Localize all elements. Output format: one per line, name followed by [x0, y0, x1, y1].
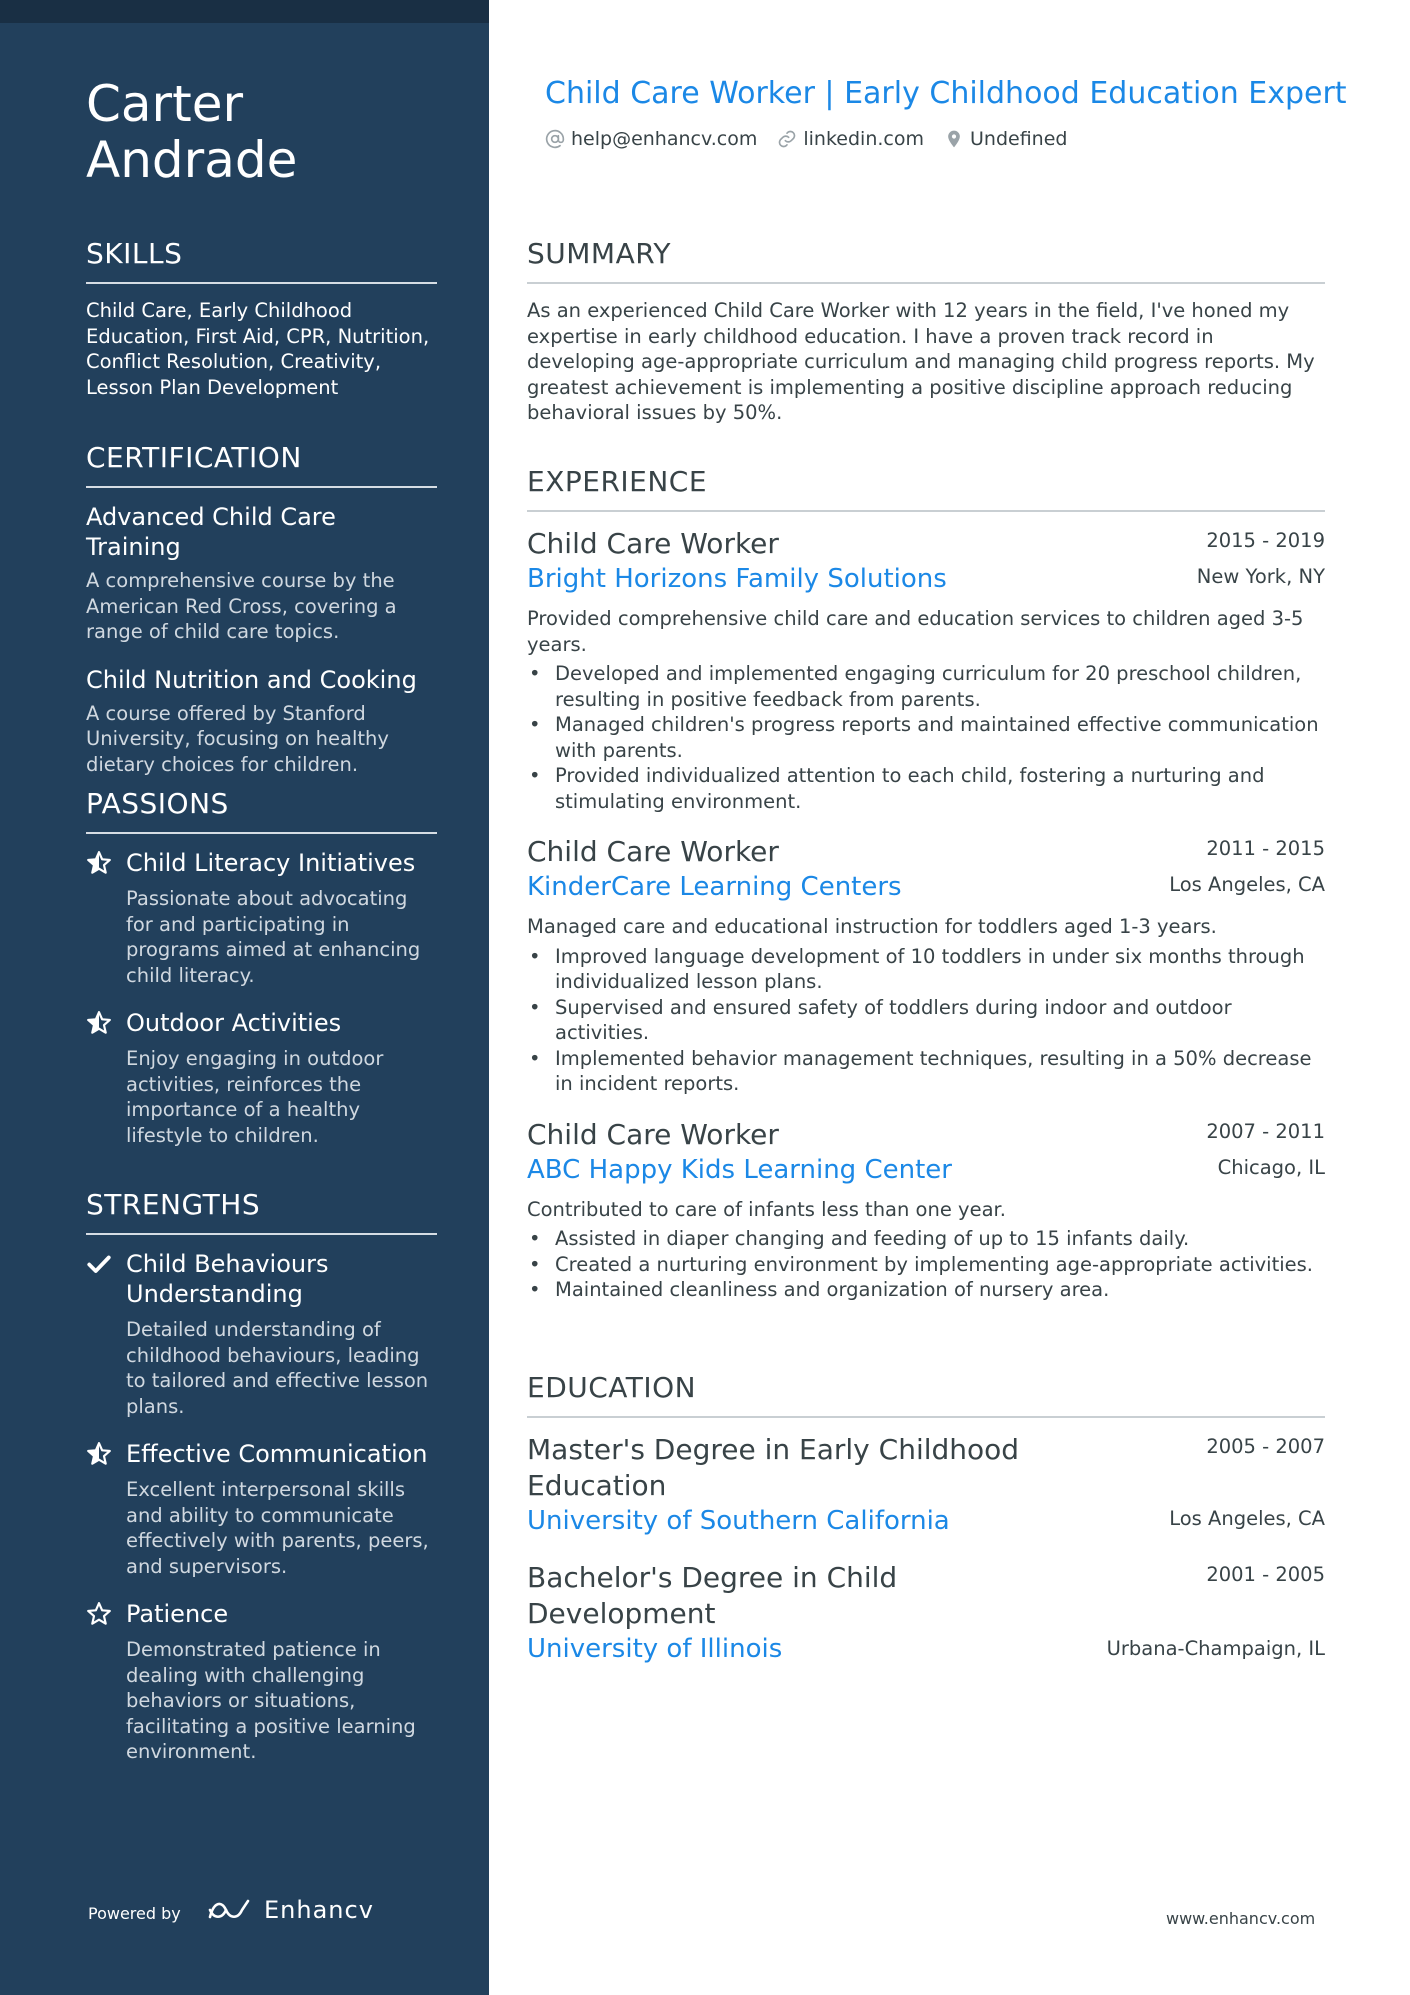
- checkmark-icon: [86, 1251, 112, 1277]
- job-company: KinderCare Learning Centers: [527, 872, 902, 902]
- strength-item-title: Effective Communication: [126, 1440, 428, 1468]
- skills-text: Child Care, Early Childhood Education, First Aid, CPR, Nutrition, Conflict Resolution, Creativity, Lesson Plan Development: [86, 299, 430, 399]
- certification-item-title: Child Nutrition and Cooking: [86, 665, 417, 694]
- passion-item-title: Child Literacy Initiatives: [126, 849, 416, 877]
- enhancv-brand[interactable]: [206, 1896, 374, 1924]
- contact-email[interactable]: [545, 128, 757, 150]
- job-title: Child Care Worker: [527, 527, 779, 560]
- contact-location: [944, 128, 1067, 150]
- passion-item: [86, 1008, 437, 1148]
- passions-section: [86, 786, 437, 1168]
- star-outline-icon: [86, 1601, 112, 1627]
- contact-bar: [545, 128, 1067, 150]
- job-bullet: • Improved language development of 10 toddlers in under six months through individualized lesson plans.: [527, 944, 1325, 995]
- job-bullet: • Provided individualized attention to each child, fostering a nurturing and stimulating environment.: [527, 763, 1325, 814]
- job-bullet: • Managed children's progress reports and maintained effective communication with parents.: [527, 712, 1325, 763]
- education-item: [527, 1432, 1325, 1538]
- strength-item-title: Patience: [126, 1600, 229, 1628]
- school-name: University of Illinois: [527, 1634, 783, 1664]
- certification-item: [86, 502, 437, 645]
- job-dates: 2007 - 2011: [1206, 1119, 1325, 1143]
- summary-title: SUMMARY: [527, 236, 1325, 284]
- job-bullet: • Developed and implemented engaging curriculum for 20 preschool children, resulting in positive feedback from parents.: [527, 661, 1325, 712]
- experience-title: EXPERIENCE: [527, 464, 1325, 512]
- job-description: Provided comprehensive child care and education services to children aged 3-5 years.: [527, 607, 1304, 656]
- job-title: Child Care Worker: [527, 835, 779, 868]
- job-dates: 2015 - 2019: [1206, 529, 1325, 552]
- strength-item-desc: Detailed understanding of childhood behaviours, leading to tailored and effective lesson plans.: [126, 1318, 429, 1418]
- job-description: Contributed to care of infants less than one year.: [527, 1197, 1006, 1221]
- job-bullets: [527, 1226, 1325, 1303]
- experience-item: [527, 1117, 1325, 1303]
- job-bullets: [527, 661, 1325, 814]
- enhancv-logo-icon: [206, 1897, 254, 1923]
- footer-url[interactable]: www.enhancv.com: [1166, 1909, 1316, 1928]
- job-bullet: • Implemented behavior management techniques, resulting in a 50% decrease in incident reports.: [527, 1046, 1325, 1097]
- contact-location-text: Undefined: [970, 128, 1068, 150]
- contact-email-text: help@enhancv.com: [571, 128, 758, 150]
- contact-linkedin-text: linkedin.com: [803, 128, 924, 150]
- certification-item-title: Advanced Child Care Training: [86, 503, 336, 561]
- job-description: Managed care and educational instruction for toddlers aged 1-3 years.: [527, 915, 1217, 938]
- sidebar-top-bar: [0, 0, 489, 23]
- strength-item-desc: Excellent interpersonal skills and ability to communicate effectively with parents, peers, and supervisors.: [126, 1478, 429, 1578]
- passion-item-desc: Enjoy engaging in outdoor activities, reinforces the importance of a healthy lifestyle to children.: [126, 1047, 384, 1147]
- job-dates: 2011 - 2015: [1206, 837, 1325, 860]
- education-item: [527, 1560, 1325, 1666]
- passion-item-title: Outdoor Activities: [126, 1009, 342, 1037]
- star-half-icon: [86, 1441, 112, 1467]
- education-section: [527, 1370, 1325, 1688]
- degree-title: Bachelor's Degree in Child Development: [527, 1561, 898, 1630]
- star-half-icon: [86, 850, 112, 876]
- skills-title: SKILLS: [86, 236, 437, 284]
- contact-linkedin[interactable]: [777, 128, 924, 150]
- enhancv-brand-name: Enhancv: [264, 1896, 374, 1924]
- candidate-name: Carter Andrade: [86, 75, 298, 189]
- link-icon: [777, 129, 797, 149]
- strength-item-desc: Demonstrated patience in dealing with challenging behaviors or situations, facilitating a positive learning environment.: [126, 1638, 416, 1763]
- headline-title: Child Care Worker | Early Childhood Education Expert: [545, 76, 1347, 111]
- degree-dates: 2001 - 2005: [1206, 1563, 1325, 1586]
- passions-title: PASSIONS: [86, 786, 437, 834]
- experience-item: [527, 834, 1325, 1097]
- certification-item-desc: A course offered by Stanford University, focusing on healthy dietary choices for children.: [86, 701, 389, 776]
- star-half-icon: [86, 1010, 112, 1036]
- school-name: University of Southern California: [527, 1506, 950, 1536]
- job-location: Chicago, IL: [1217, 1155, 1325, 1179]
- certification-item: [86, 665, 437, 778]
- job-bullet: • Created a nurturing environment by implementing age-appropriate activities.: [527, 1252, 1325, 1278]
- job-location: New York, NY: [1196, 565, 1325, 588]
- degree-dates: 2005 - 2007: [1206, 1435, 1325, 1458]
- school-location: Urbana-Champaign, IL: [1106, 1637, 1325, 1660]
- certification-section: [86, 440, 437, 797]
- certification-title: CERTIFICATION: [86, 440, 437, 488]
- school-location: Los Angeles, CA: [1169, 1507, 1325, 1530]
- sidebar: [0, 0, 489, 1995]
- job-bullet: • Supervised and ensured safety of toddlers during indoor and outdoor activities.: [527, 995, 1325, 1046]
- location-pin-icon: [944, 129, 964, 149]
- job-company: Bright Horizons Family Solutions: [527, 564, 947, 594]
- strengths-section: [86, 1187, 437, 1785]
- experience-item: [527, 526, 1325, 814]
- summary-section: [527, 236, 1325, 426]
- strengths-title: STRENGTHS: [86, 1187, 437, 1235]
- job-company: ABC Happy Kids Learning Center: [527, 1154, 952, 1185]
- education-title: EDUCATION: [527, 1370, 1325, 1418]
- skills-section: [86, 236, 437, 400]
- strength-item-title: Child Behaviours Understanding: [126, 1250, 329, 1308]
- certification-item-desc: A comprehensive course by the American Red Cross, covering a range of child care topics.: [86, 569, 397, 643]
- powered-by-label: Powered by: [88, 1904, 181, 1923]
- summary-text: As an experienced Child Care Worker with 12 years in the field, I've honed my expertise in early childhood education. I have a proven track record in developing age-appropriate curriculum and managing child progress reports. My greatest achievement is implementing a positive discipline approach reducing behavioral issues by 50%.: [527, 299, 1315, 424]
- at-sign-icon: [545, 129, 565, 149]
- job-bullet: • Assisted in diaper changing and feeding of up to 15 infants daily.: [527, 1226, 1325, 1252]
- strength-item: [86, 1249, 437, 1419]
- job-location: Los Angeles, CA: [1169, 873, 1325, 896]
- job-bullets: [527, 944, 1325, 1097]
- passion-item: [86, 848, 437, 988]
- job-bullet: • Maintained cleanliness and organization of nursery area.: [527, 1277, 1325, 1303]
- degree-title: Master's Degree in Early Childhood Education: [527, 1433, 1020, 1502]
- strength-item: [86, 1439, 437, 1579]
- passion-item-desc: Passionate about advocating for and participating in programs aimed at enhancing child literacy.: [126, 887, 421, 987]
- strength-item: [86, 1599, 437, 1765]
- job-title: Child Care Worker: [527, 1117, 779, 1151]
- experience-section: [527, 464, 1325, 1323]
